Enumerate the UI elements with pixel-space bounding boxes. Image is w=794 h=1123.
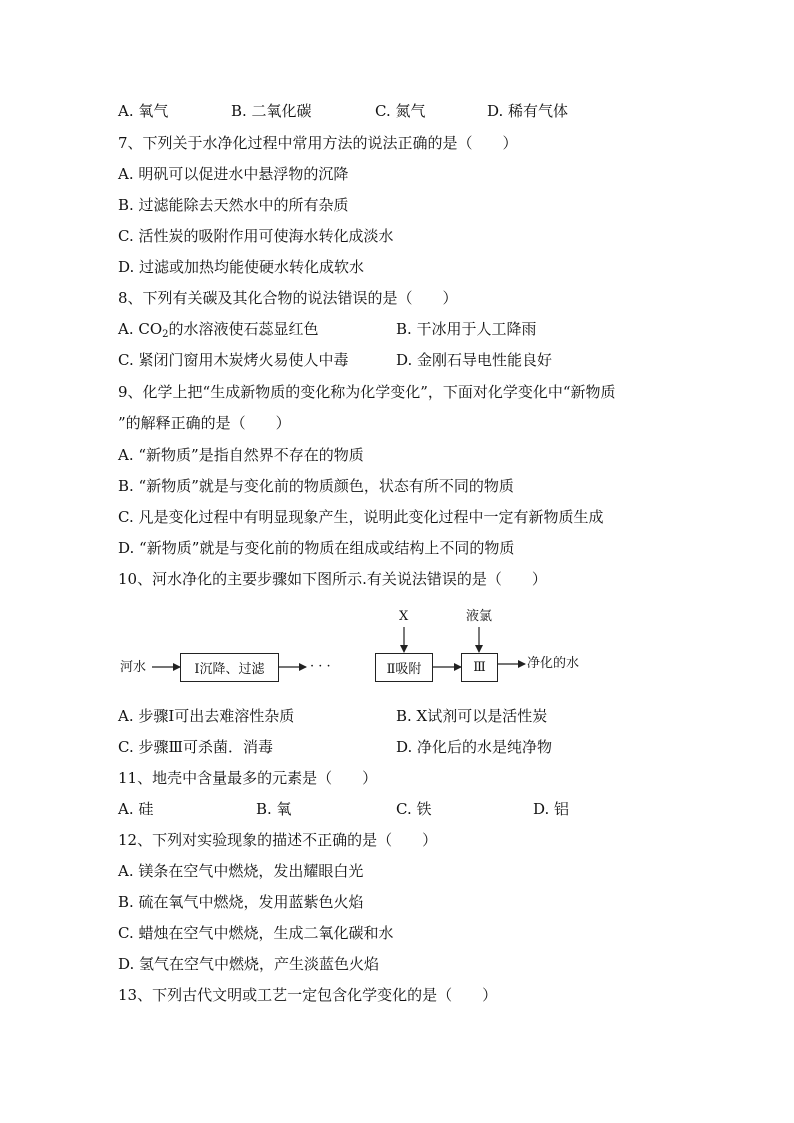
q10-option-b: B. X试剂可以是活性炭 — [396, 707, 548, 725]
q8-option-c: C. 紧闭门窗用木炭烤火易使人中毒 — [118, 351, 349, 369]
q7-option-b: B. 过滤能除去天然水中的所有杂质 — [118, 196, 349, 214]
q12-option-d: D. 氢气在空气中燃烧，产生淡蓝色火焰 — [118, 955, 380, 973]
q6-option-b: B. 二氧化碳 — [231, 102, 312, 120]
diagram-dots: · · · — [310, 659, 331, 674]
q6-option-d: D. 稀有气体 — [487, 102, 569, 120]
q7-option-d: D. 过滤或加热均能使硬水转化成软水 — [118, 258, 365, 276]
q9-option-c: C. 凡是变化过程中有明显现象产生，说明此变化过程中一定有新物质生成 — [118, 508, 604, 526]
q7-option-c: C. 活性炭的吸附作用可使海水转化成淡水 — [118, 227, 394, 245]
diagram-reagent-x: X — [399, 609, 409, 624]
q10-option-c: C. 步骤Ⅲ可杀菌．消毒 — [118, 738, 273, 756]
q8-option-a-post: 的水溶液使石蕊显红色 — [168, 320, 319, 338]
q11-stem: 11、地壳中含量最多的元素是（ ） — [118, 769, 378, 787]
q6-option-a: A. 氧气 — [118, 102, 169, 120]
q11-option-a: A. 硅 — [118, 800, 154, 818]
q10-option-d: D. 净化后的水是纯净物 — [396, 738, 553, 756]
q8-stem: 8、下列有关碳及其化合物的说法错误的是（ ） — [118, 289, 458, 307]
q12-stem: 12、下列对实验现象的描述不正确的是（ ） — [118, 831, 438, 849]
q8-option-b: B. 干冰用于人工降雨 — [396, 320, 537, 338]
q11-option-b: B. 氧 — [256, 800, 292, 818]
diagram-input-label: 河水 — [120, 660, 147, 675]
q10-option-a: A. 步骤Ⅰ可出去难溶性杂质 — [118, 707, 295, 725]
q7-stem: 7、下列关于水净化过程中常用方法的说法正确的是（ ） — [118, 134, 518, 152]
q12-option-c: C. 蜡烛在空气中燃烧，生成二氧化碳和水 — [118, 924, 394, 942]
diagram-reagent-chlorine: 液氯 — [466, 609, 493, 624]
q7-option-a: A. 明矾可以促进水中悬浮物的沉降 — [118, 165, 349, 183]
q11-option-d: D. 铝 — [533, 800, 570, 818]
q8-option-a-pre: A. CO — [118, 320, 163, 338]
diagram-output-label: 净化的水 — [527, 656, 580, 671]
q11-option-c: C. 铁 — [396, 800, 432, 818]
q9-option-a: A. “新物质”是指自然界不存在的物质 — [118, 446, 364, 464]
diagram-step1-label: Ⅰ沉降、过滤 — [194, 662, 265, 677]
q12-option-a: A. 镁条在空气中燃烧，发出耀眼白光 — [118, 862, 364, 880]
diagram-step3-label: Ⅲ — [473, 660, 486, 675]
diagram-step2-box — [375, 653, 433, 682]
q13-stem: 13、下列古代文明或工艺一定包含化学变化的是（ ） — [118, 986, 498, 1004]
diagram-step2-label: Ⅱ吸附 — [386, 662, 422, 677]
diagram-step3-box — [461, 653, 498, 682]
q9-stem-line1: 9、化学上把“生成新物质的变化称为化学变化”，下面对化学变化中“新物质 — [118, 383, 616, 401]
q6-option-c: C. 氮气 — [375, 102, 426, 120]
diagram-step1-box — [180, 653, 279, 682]
q12-option-b: B. 硫在氧气中燃烧，发用蓝紫色火焰 — [118, 893, 364, 911]
q9-option-b: B. “新物质”就是与变化前的物质颜色，状态有所不同的物质 — [118, 477, 514, 495]
q9-stem-line2: ”的解释正确的是（ ） — [118, 414, 291, 432]
q10-stem: 10、河水净化的主要步骤如下图所示.有关说法错误的是（ ） — [118, 570, 547, 588]
q9-option-d: D. “新物质”就是与变化前的物质在组成或结构上不同的物质 — [118, 539, 515, 557]
q8-option-a-subscript: 2 — [162, 329, 169, 340]
q8-option-d: D. 金刚石导电性能良好 — [396, 351, 553, 369]
